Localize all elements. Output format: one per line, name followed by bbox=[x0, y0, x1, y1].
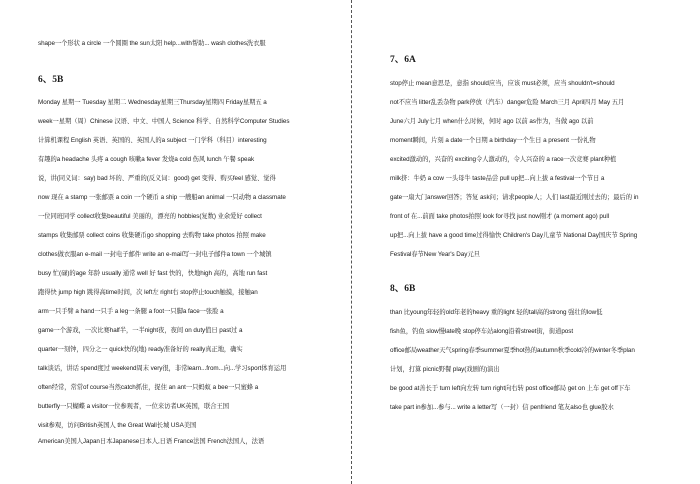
text-line: gate一扇大门answer回答；答复 ask问；请求people人；人们 last最近刚过去的；最后的 in bbox=[390, 194, 639, 201]
text-line: game一个游戏，一次比赛half半，一半night夜，夜间 on duty值日 past过 a bbox=[38, 327, 243, 334]
text-line: 计算机课程 English 英语、英国的、英国人的a subject 一门学科（科目）interesting bbox=[38, 137, 267, 144]
text-line: talk谈话，讲话 spend度过 weekend周末 very很，非常learn...from...向...学习sport体育运用 bbox=[38, 365, 287, 372]
text-line: not不应当 litter乱丢杂物 park停放（汽车）danger危险 March三月 April四月 May 五月 bbox=[390, 99, 625, 106]
text-line: take part in参加...参与... write a letter写（一封）信 penfriend 笔友also也 glue胶水 bbox=[390, 404, 614, 411]
text-line: quarter一刻钟，四分之一 quick快的(地) ready准备好的 really真正地，确实 bbox=[38, 346, 243, 353]
right-page bbox=[352, 0, 700, 484]
text-line: clothes做衣服an e-mail 一封电子邮件 write an e-mail写一封电子邮件a town 一个城镇 bbox=[38, 251, 272, 258]
text-line: often经常，常常of course当然catch抓住，捉住 an ant一只蚂蚁 a bee一只蜜蜂 a bbox=[38, 384, 259, 391]
section-heading-7-6a: 7、6A bbox=[390, 55, 416, 65]
text-line: office邮局weather天气spring春季summer夏季hot热的autumn秋季cold冷的winter冬季plan bbox=[390, 347, 635, 354]
text-line: up把...向上拔 have a good time过得愉快 Children's Day儿童节 National Day国庆节 Spring bbox=[390, 232, 638, 239]
text-line: butterfly一只蝴蝶 a visitor一位参观者，一位来访者UK英国，联合王国 bbox=[38, 403, 229, 410]
text-line: 计划，打算 picnic野餐 play(戏剧的)演出 bbox=[390, 366, 500, 373]
text-line: than 比young年轻的old年老的heavy 重的light 轻的tall高的strong 强壮的low低 bbox=[390, 309, 603, 316]
text-line: be good at善长于 turn left向左转 turn right向右转 post office邮局 get on 上车 get off下车 bbox=[390, 385, 631, 392]
text-line: week一星期（周）Chinese 汉语、中文、中国人 Science 科学、自然科学Computer Studies bbox=[38, 118, 290, 125]
text-line: Festival春节New Year's Day元旦 bbox=[390, 251, 480, 258]
text-line: front of 在...前面 take photos拍照 look for寻找 just now刚才 (a moment ago) pull bbox=[390, 213, 610, 220]
text-line: visit参观，访问British英国人 the Great Wall长城 USA美国 bbox=[38, 422, 197, 429]
text-line: moment瞬间，片刻 a date一个日期 a birthday一个生日 a present 一份礼物 bbox=[390, 137, 596, 144]
text-line: arm一只手臂 a hand一只手 a leg一条腿 a foot一只脚a face一张脸 a bbox=[38, 308, 224, 315]
text-line: stamps 收集邮票 collect coins 收集硬币go shopping 去购物 take photos 拍照 make bbox=[38, 232, 266, 239]
text-line: now 现在 a stamp 一张邮票 a coin 一个硬币 a ship 一艘船an animal 一只动物 a classmate bbox=[38, 194, 286, 201]
text-line: 跑得快 jump high 跳得高time时间，次 left左 right右 stop停止touch触摸，接触an bbox=[38, 289, 258, 296]
text-line: busy 忙(碌)的age 年龄 usually 通常 well 好 fast 快的，快地high 高的，高地 run fast bbox=[38, 270, 268, 277]
text-line: American美国人Japan日本Japanese日本人,日语 France法国 French法国人，法语 bbox=[38, 438, 265, 445]
text-line: 有趣的a headache 头疼 a cough 咳嗽a fever 发烧a cold 伤风 lunch 午餐 speak bbox=[38, 156, 255, 163]
section-heading-6-5b: 6、5B bbox=[38, 75, 64, 85]
intro-line: shape一个形状 a circle 一个圆圈 the sun太阳 help...with帮助... wash clothes洗衣服 bbox=[38, 40, 266, 47]
text-line: milk挤：牛奶 a cow 一头母牛 taste品尝 pull up把...向上拔 a festival一个节日 a bbox=[390, 175, 605, 182]
text-line: Monday 星期一 Tuesday 星期二 Wednesday星期三Thursday星期四 Friday星期五 a bbox=[38, 99, 267, 106]
section-heading-8-6b: 8、6B bbox=[390, 284, 416, 294]
text-line: June六月 July七月 when什么时候，何时 ago 以前 as作为，当做 ago 以前 bbox=[390, 118, 594, 125]
text-line: 说，讲(同义词：say) bad 坏的、严重的(反义词：good) get 变得、购买feel 感觉、觉得 bbox=[38, 175, 276, 182]
text-line: fish鱼，钓鱼 slow慢late晚 stop停车站along沿着street街，街道post bbox=[390, 328, 574, 335]
text-line: 一位同班同学 collect收集beautiful 美丽的，漂亮的 hobbies(复数) 业余爱好 collect bbox=[38, 213, 262, 220]
text-line: stop停止 mean意思是，意指 should应当，应该 must必须，应当 shouldn't=should bbox=[390, 80, 615, 87]
text-line: excited激动的，兴奋的 exciting令人激动的，令人兴奋的 a race一次竞赛 plant种植 bbox=[390, 156, 617, 163]
